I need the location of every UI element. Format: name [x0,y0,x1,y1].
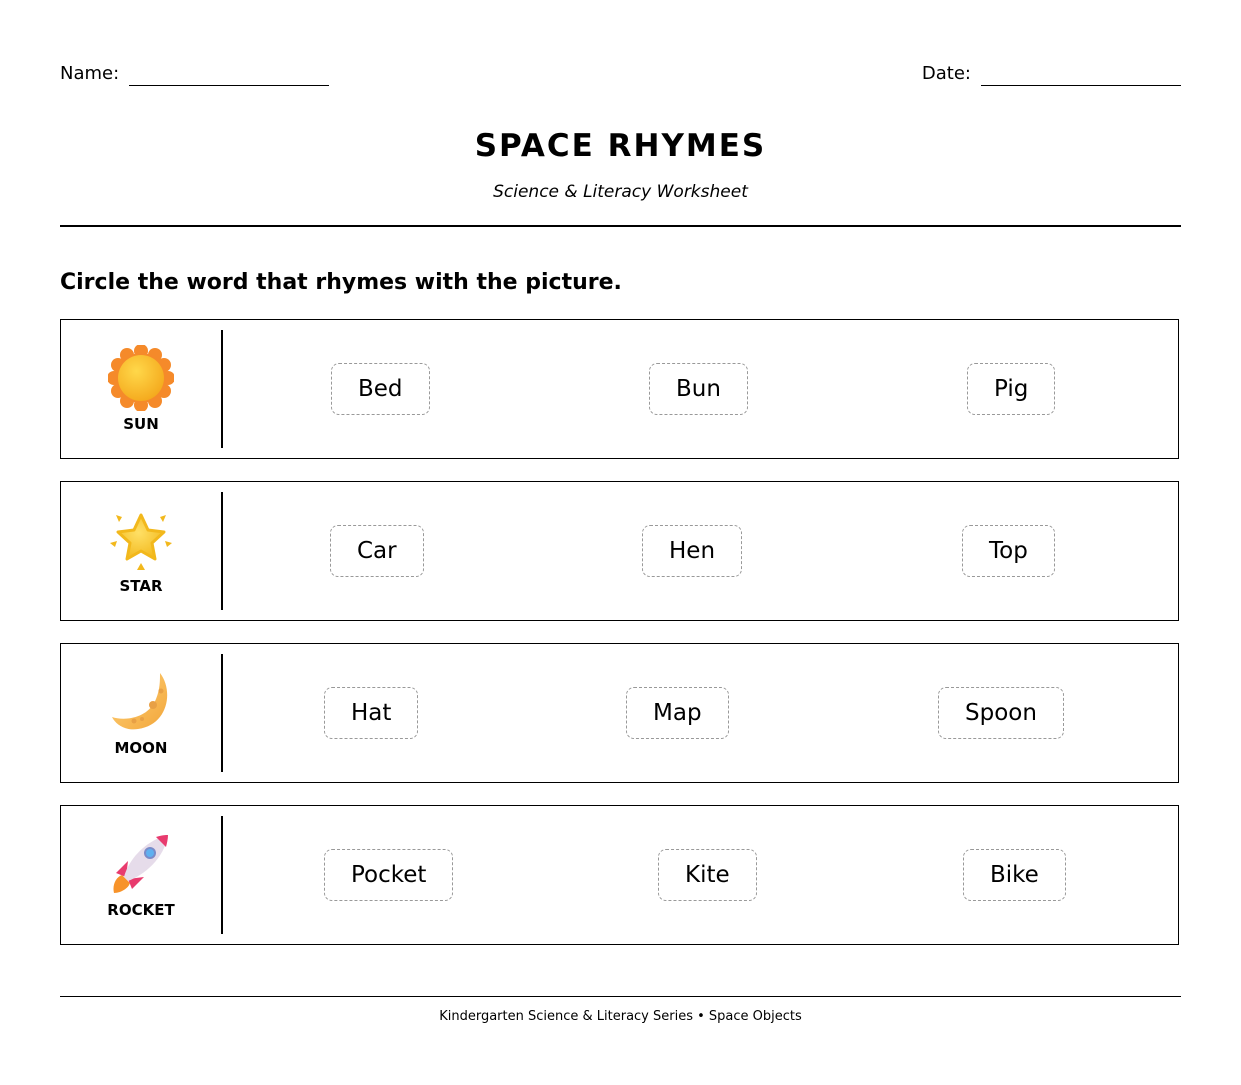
picture-cell [61,482,221,620]
choice-word[interactable]: Hen [642,525,742,577]
footer-divider [60,996,1181,997]
header-divider [60,225,1181,227]
date-label: Date: [921,63,971,84]
picture-label: SUN [123,415,159,433]
choice-word[interactable]: Spoon [938,687,1064,739]
picture-label: STAR [119,577,163,595]
instructions: Circle the word that rhymes with the picture. [60,270,622,295]
date-field[interactable] [922,62,1181,86]
rhyme-row-moon [60,643,1179,783]
row-divider [221,816,223,934]
name-blank-line[interactable] [129,63,329,86]
row-divider [221,654,223,772]
choice-word[interactable]: Map [626,687,729,739]
row-divider [221,492,223,610]
rhyme-row-sun [60,319,1179,459]
picture-cell [61,644,221,782]
worksheet-title: SPACE RHYMES [474,128,767,164]
choice-word[interactable]: Kite [658,849,757,901]
choice-word[interactable]: Bike [963,849,1066,901]
picture-label: MOON [114,739,168,757]
picture-cell [61,320,221,458]
rhyme-row-rocket [60,805,1179,945]
choice-word[interactable]: Bed [331,363,430,415]
choice-word[interactable]: Bun [649,363,748,415]
star-icon [108,507,174,573]
picture-label: ROCKET [107,901,175,919]
rhyme-row-star [60,481,1179,621]
name-field[interactable] [60,62,329,86]
sun-icon [108,345,174,411]
worksheet-subtitle: Science & Literacy Worksheet [493,182,748,202]
footer-text: Kindergarten Science & Literacy Series • Space Objects [439,1009,802,1024]
choice-word[interactable]: Pocket [324,849,453,901]
choice-word[interactable]: Pig [967,363,1055,415]
name-label: Name: [60,63,120,84]
crescent-moon-icon [108,669,174,735]
choice-word[interactable]: Top [962,525,1055,577]
rocket-icon [108,831,174,897]
picture-cell [61,806,221,944]
choice-word[interactable]: Car [330,525,424,577]
choice-word[interactable]: Hat [324,687,418,739]
row-divider [221,330,223,448]
date-blank-line[interactable] [981,63,1181,86]
